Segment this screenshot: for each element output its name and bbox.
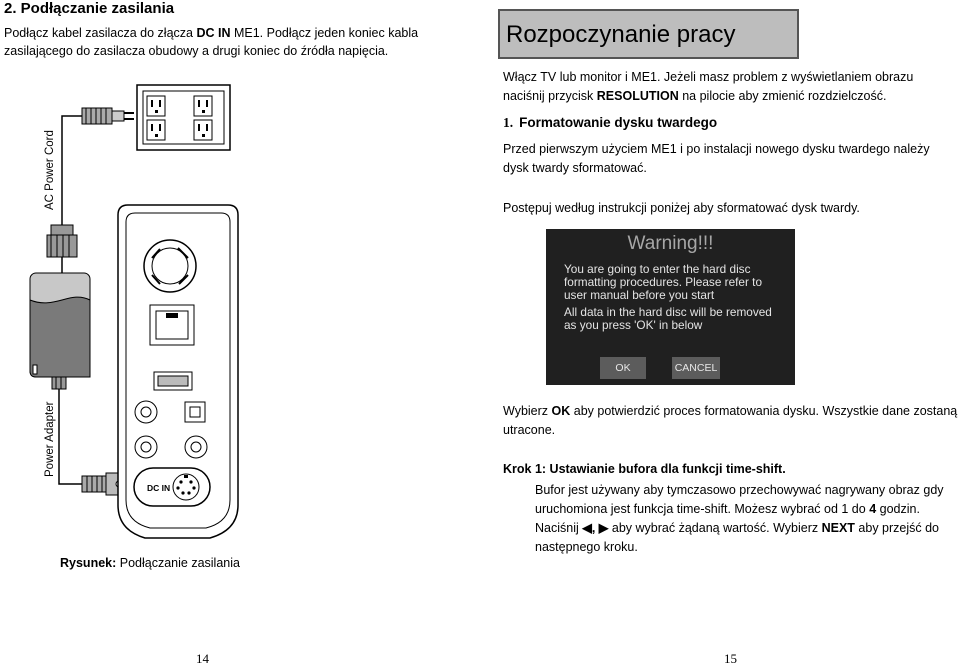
resolution-keyword: RESOLUTION	[596, 89, 679, 103]
page-number-right: 15	[724, 651, 737, 666]
warning-line-5: as you press 'OK' in below	[564, 318, 703, 332]
warning-line-2: formatting procedures. Please refer to	[564, 275, 763, 289]
intro-text-end: ME1. Podłącz jeden koniec kabla	[230, 26, 419, 40]
ac-cord-label: AC Power Cord	[44, 130, 56, 210]
ok-keyword: OK	[551, 404, 571, 418]
buffer-text-c: aby wybrać żądaną wartość. Wybierz	[608, 521, 822, 535]
buffer-paragraph	[535, 481, 955, 557]
ac-cord-line	[62, 116, 82, 225]
follow-paragraph: Postępuj według instrukcji poniżej aby sformatować dysk twardy.	[503, 201, 860, 215]
buffer-text-b: godzin. Naciśnij	[535, 502, 920, 535]
intro-dc-in: DC IN	[196, 26, 231, 40]
warning-line-3: user manual before you start	[564, 288, 715, 302]
step1-heading	[503, 115, 717, 131]
arrow-keys-icon: ◀, ▶	[582, 521, 609, 535]
figure-caption	[60, 556, 240, 570]
choose-ok-paragraph	[503, 402, 958, 440]
turn-on-text: Włącz TV lub monitor i ME1. Jeżeli masz problem z wyświetlaniem obrazu naciśnij przycisk	[503, 70, 914, 103]
turn-on-text-end: na pilocie aby zmienić rozdzielczość.	[678, 89, 887, 103]
warning-line-4: All data in the hard disc will be removed	[564, 305, 772, 319]
caption-label: Rysunek:	[60, 556, 117, 570]
step1-number: 1.	[503, 115, 514, 130]
intro-paragraph	[4, 24, 424, 60]
krok1-heading: Krok 1: Ustawianie bufora dla funkcji time-shift.	[503, 462, 786, 476]
cord-connector	[47, 225, 77, 273]
turn-on-paragraph	[503, 68, 958, 106]
warning-title: Warning!!!	[627, 233, 714, 254]
buffer-max-hours: 4	[869, 502, 877, 516]
device-back-panel	[118, 205, 238, 538]
intro-text-line2: zasilającego do zasilacza obudowy a drugi koniec do źródła napięcia.	[4, 44, 389, 58]
next-keyword: NEXT	[821, 521, 855, 535]
power-connection-figure	[0, 60, 260, 550]
warning-dialog-screenshot	[546, 229, 795, 385]
buffer-text-a: Bufor jest używany aby tymczasowo przechowywać nagrywany obraz gdy uruchomiona jest funkcja time-shift. Możesz wybrać od 1 do	[535, 483, 944, 516]
page-number-left: 14	[196, 651, 209, 666]
ac-plug	[82, 108, 134, 124]
adapter-cable	[59, 389, 82, 484]
warning-line-1: You are going to enter the hard disc	[564, 262, 751, 276]
banner-title: Rozpoczynanie pracy	[506, 21, 736, 48]
step1-title: Formatowanie dysku twardego	[519, 115, 718, 130]
power-adapter-label: Power Adapter	[44, 401, 56, 477]
caption-text: Podłączanie zasilania	[116, 556, 240, 570]
section-heading: 2. Podłączanie zasilania	[4, 0, 175, 17]
cancel-button[interactable]: CANCEL	[672, 357, 720, 379]
dc-in-label: DC IN	[147, 483, 171, 493]
wall-outlet	[137, 85, 230, 150]
section-banner	[498, 9, 799, 59]
choose-text-end: aby potwierdzić proces formatowania dysku. Wszystkie dane zostaną utracone.	[503, 404, 958, 437]
ok-button[interactable]: OK	[600, 357, 646, 379]
choose-text: Wybierz	[503, 404, 552, 418]
format-intro-paragraph: Przed pierwszym użyciem ME1 i po instalacji nowego dysku twardego należy dysk twardy sformatować.	[503, 142, 930, 175]
intro-text: Podłącz kabel zasilacza do złącza	[4, 26, 197, 40]
power-adapter-brick	[30, 273, 90, 389]
buffer-text-d: aby przejść do następnego kroku.	[535, 521, 940, 554]
